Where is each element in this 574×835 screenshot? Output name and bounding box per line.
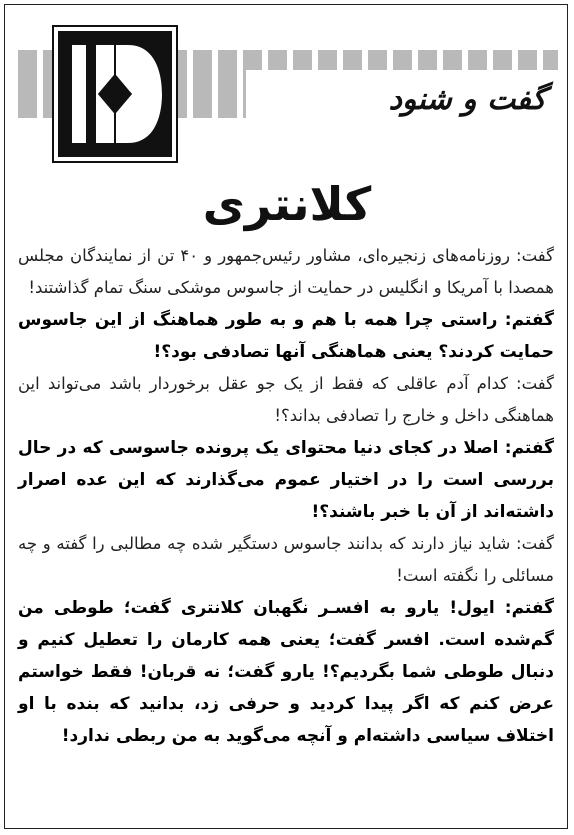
column-label: گفت و شنود <box>246 70 566 130</box>
article-body <box>18 240 554 752</box>
paragraph-3: گفت: کدام آدم عاقلی که فقط از یک جو عقل برخوردار باشد می‌تواند این هماهنگی داخل و خارج را تصادفی بداند؟! <box>18 374 554 425</box>
paragraph-2: گفتم: راستی چرا همه با هم و به طور هماهنگ از این جاسوس حمایت کردند؟ یعنی هماهنگی آنها تصادفی بود؟! <box>18 310 554 362</box>
logo-glyph-icon <box>58 31 172 157</box>
newspaper-logo <box>52 25 178 163</box>
column-header <box>0 0 574 170</box>
paragraph-6: گفتم: ایول! یارو به افسـر نگهبان کلانتری گفت؛ طوطی من گم‌شده است. افسر گفت؛ یعنی همه کارمان را تعطیل کنیم و دنبال طوطی شما بگردیم؟! یارو گفت؛ نه قربان! فقط خواستم عرض کنم که اگر پیدا کردید و حرفی زد، بدانید که بنده با او اختلاف سیاسی داشته‌ام و آنچه می‌گوید به من ربطی ندارد! <box>18 598 554 746</box>
paragraph-1: گفت: روزنامه‌های زنجیره‌ای، مشاور رئیس‌جمهور و ۴۰ تن از نمایندگان مجلس همصدا با آمریکا و انگلیس در حمایت از جاسوس موشکی سنگ تمام گذاشتند! <box>18 246 555 297</box>
article-title: کلانتری <box>202 177 372 231</box>
paragraph-4: گفتم: اصلا در کجای دنیا محتوای یک پرونده جاسوسی که در حال بررسی است را در اختیار عموم می‌گذارند که این عده اصرار داشته‌اند از آن با خبر باشند؟! <box>18 438 554 522</box>
paragraph-5: گفت: شاید نیاز دارند که بدانند جاسوس دستگیر شده چه مطالبی را گفته و چه مسائلی را نگفته است! <box>18 534 554 585</box>
